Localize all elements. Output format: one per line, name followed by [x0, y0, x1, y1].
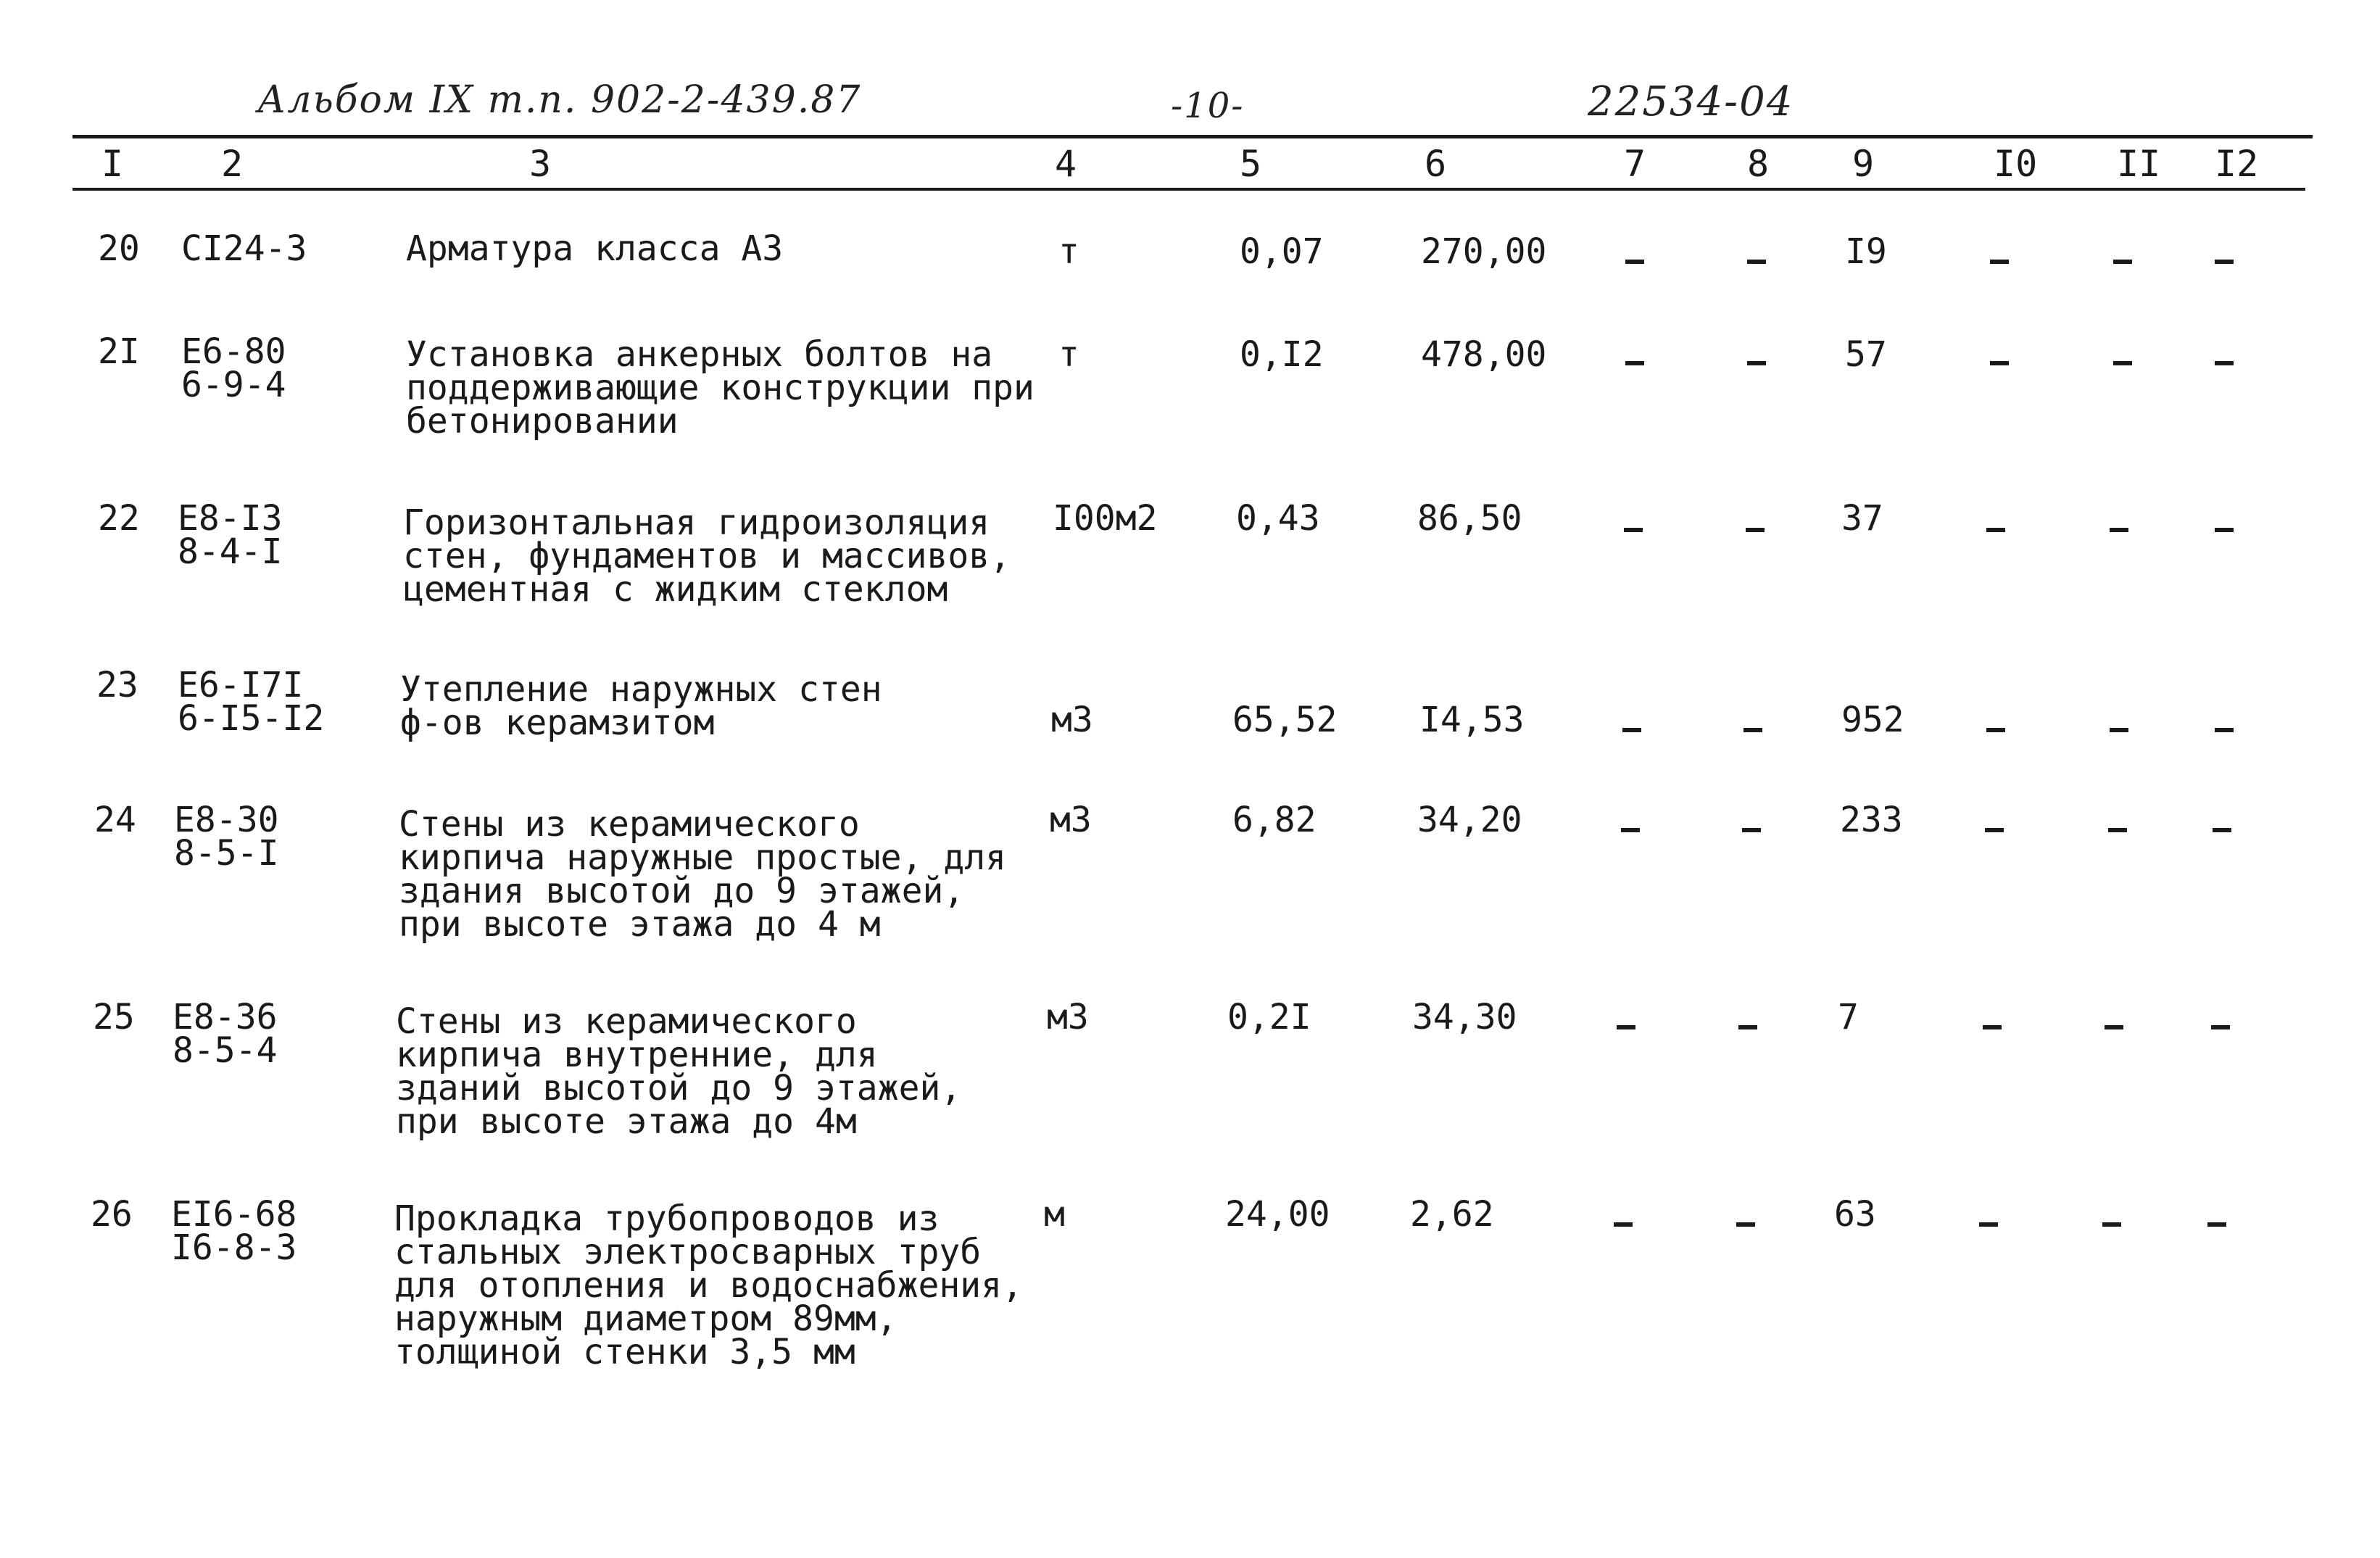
column-number: 7	[1624, 143, 1646, 185]
column-number: 2	[221, 143, 244, 185]
dash	[2207, 1222, 2226, 1227]
norm-code: CI24-3	[181, 228, 307, 269]
dash	[1621, 828, 1640, 832]
column-number: 9	[1852, 143, 1875, 185]
unit-price: 34,30	[1412, 997, 1517, 1037]
column-number: 4	[1055, 143, 1077, 185]
unit-price: I4,53	[1419, 700, 1525, 740]
dash	[2102, 1222, 2121, 1227]
dash	[1979, 1222, 1998, 1227]
dash	[2113, 361, 2132, 365]
dash	[2110, 528, 2128, 532]
dash	[2215, 528, 2234, 532]
unit-price: 34,20	[1417, 800, 1522, 840]
table-row	[0, 800, 2380, 948]
dash	[1983, 1025, 2002, 1029]
column-number: I	[101, 143, 124, 185]
page-number: -10-	[1171, 86, 1245, 126]
row-number: 26	[91, 1194, 133, 1235]
dash	[1986, 528, 2005, 532]
dash	[1736, 1222, 1755, 1227]
dash	[1614, 1222, 1633, 1227]
norm-code: ЕI6-68 I6-8-3	[171, 1194, 297, 1268]
dash	[1624, 528, 1643, 532]
dash	[1990, 260, 2009, 264]
total-cost: 57	[1845, 334, 1887, 375]
norm-code: Е6-I7I 6-I5-I2	[178, 665, 325, 739]
dash	[1742, 828, 1761, 832]
dash	[1625, 260, 1644, 264]
unit: т	[1058, 334, 1079, 375]
dash	[1622, 728, 1641, 732]
dash	[2105, 1025, 2123, 1029]
dash	[2110, 728, 2128, 732]
norm-code: Е6-80 6-9-4	[181, 331, 286, 405]
dash	[1617, 1025, 1635, 1029]
work-description: Стены из керамического кирпича внутренние, для зданий высотой до 9 этажей, при высоте этажа до 4м	[396, 1001, 962, 1142]
total-cost: I9	[1845, 231, 1887, 272]
column-number: 5	[1240, 143, 1262, 185]
table-row	[0, 997, 2380, 1145]
unit-price: 478,00	[1421, 334, 1547, 375]
total-cost: 952	[1841, 700, 1904, 740]
row-number: 2I	[98, 331, 140, 372]
column-number: I0	[1994, 143, 2038, 185]
norm-code: Е8-I3 8-4-I	[178, 498, 283, 572]
total-cost: 233	[1840, 800, 1903, 840]
unit: м	[1044, 1194, 1065, 1235]
dash	[1625, 361, 1644, 365]
document-code: 22534-04	[1588, 78, 1794, 125]
dash	[2108, 828, 2127, 832]
dash	[2215, 260, 2234, 264]
quantity: 0,2I	[1227, 997, 1311, 1037]
table-row	[0, 498, 2380, 647]
quantity: 6,82	[1232, 800, 1317, 840]
column-number: 8	[1747, 143, 1770, 185]
quantity: 0,07	[1240, 231, 1324, 272]
quantity: 0,43	[1236, 498, 1320, 539]
work-description: Прокладка трубопроводов из стальных электросварных труб для отопления и водоснабжения, наружным диаметром 89мм, толщиной стенки 3,5 мм	[394, 1198, 1023, 1372]
dash	[1990, 361, 2009, 365]
work-description: Утепление наружных стен ф-ов керамзитом	[400, 669, 882, 743]
dash	[1747, 361, 1766, 365]
column-number: I2	[2215, 143, 2259, 185]
work-description: Арматура класса А3	[406, 228, 784, 269]
dash	[2211, 1025, 2230, 1029]
album-reference: Альбом IX т.п. 902-2-439.87	[257, 78, 862, 122]
table-row	[0, 331, 2380, 480]
column-number: 6	[1425, 143, 1447, 185]
unit-price: 270,00	[1421, 231, 1547, 272]
dash	[1985, 828, 2004, 832]
quantity: 24,00	[1225, 1194, 1330, 1235]
row-number: 22	[98, 498, 140, 539]
row-number: 23	[96, 665, 138, 705]
dash	[1743, 728, 1762, 732]
column-number: 3	[529, 143, 552, 185]
unit: м3	[1047, 997, 1089, 1037]
row-number: 25	[93, 997, 135, 1037]
norm-code: Е8-30 8-5-I	[174, 800, 279, 874]
total-cost: 37	[1841, 498, 1883, 539]
work-description: Горизонтальная гидроизоляция стен, фундаментов и массивов, цементная с жидким стеклом	[403, 502, 1011, 610]
norm-code: Е8-36 8-5-4	[173, 997, 278, 1071]
header-top-rule	[72, 135, 2313, 138]
total-cost: 7	[1838, 997, 1859, 1037]
dash	[1746, 528, 1765, 532]
dash	[1747, 260, 1766, 264]
table-row	[0, 1194, 2380, 1372]
dash	[2215, 361, 2234, 365]
row-number: 20	[98, 228, 140, 269]
quantity: 0,I2	[1240, 334, 1324, 375]
unit: м3	[1050, 800, 1092, 840]
unit-price: 2,62	[1410, 1194, 1494, 1235]
dash	[1986, 728, 2005, 732]
column-number: II	[2117, 143, 2161, 185]
header-bottom-rule	[72, 188, 2305, 191]
unit: м3	[1051, 700, 1093, 740]
unit-price: 86,50	[1417, 498, 1522, 539]
dash	[2215, 728, 2234, 732]
table-row	[0, 665, 2380, 813]
work-description: Стены из керамического кирпича наружные простые, для здания высотой до 9 этажей, при высоте этажа до 4 м	[399, 804, 1007, 945]
dash	[1738, 1025, 1757, 1029]
dash	[2113, 260, 2132, 264]
total-cost: 63	[1834, 1194, 1876, 1235]
work-description: Установка анкерных болтов на поддерживающие конструкции при бетонировании	[406, 334, 1034, 442]
dash	[2213, 828, 2231, 832]
unit: т	[1058, 231, 1079, 272]
row-number: 24	[94, 800, 136, 840]
quantity: 65,52	[1232, 700, 1338, 740]
unit: I00м2	[1053, 498, 1158, 539]
